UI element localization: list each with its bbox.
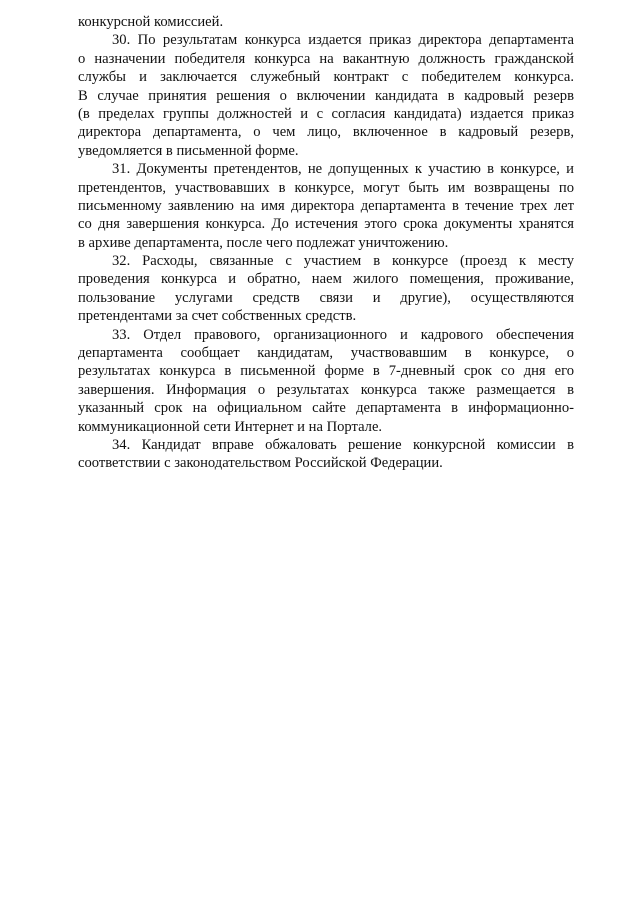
paragraph-p32: [78, 252, 574, 326]
paragraph-p33: [78, 326, 574, 436]
text-line: коммуникационной сети Интернет и на Портале.: [78, 418, 383, 435]
paragraph-p31: [78, 160, 574, 252]
text-line: завершения. Информация о результатах конкурса также размещается в: [78, 381, 574, 398]
text-line: соответствии с законодательством Российской Федерации.: [78, 455, 443, 472]
text-line: В случае принятия решения о включении кандидата в кадровый резерв: [78, 87, 574, 104]
text-line: 30. По результатам конкурса издается приказ директора департамента: [112, 32, 574, 49]
paragraph-p30: [78, 31, 574, 160]
text-line: письменному заявлению на имя директора департамента в течение трех лет: [78, 197, 574, 214]
paragraph-p-continuation: [78, 13, 574, 31]
text-line: (в пределах группы должностей и с согласия кандидата) издается приказ: [78, 105, 574, 122]
text-line: со дня завершения конкурса. До истечения этого срока документы хранятся: [78, 216, 574, 233]
text-line: в архиве департамента, после чего подлежат уничтожению.: [78, 234, 449, 251]
paragraph-p34: [78, 436, 574, 473]
text-line: департамента сообщает кандидатам, участвовавшим в конкурсе, о: [78, 345, 574, 362]
text-line: о назначении победителя конкурса на вакантную должность гражданской: [78, 50, 574, 67]
text-line: претендентов, участвовавших в конкурсе, могут быть им возвращены по: [78, 179, 574, 196]
text-line: 32. Расходы, связанные с участием в конкурсе (проезд к месту: [112, 253, 574, 270]
text-line: пользование услугами средств связи и другие), осуществляются: [78, 289, 574, 306]
text-line: 31. Документы претендентов, не допущенных к участию в конкурсе, и: [112, 161, 574, 178]
text-line: указанный срок на официальном сайте департамента в информационно-: [78, 400, 574, 417]
text-line: 34. Кандидат вправе обжаловать решение конкурсной комиссии в: [112, 436, 574, 453]
text-line: 33. Отдел правового, организационного и кадрового обеспечения: [112, 326, 574, 343]
text-line: службы и заключается служебный контракт с победителем конкурса.: [78, 69, 574, 86]
text-line: результатах конкурса в письменной форме в 7-дневный срок со дня его: [78, 363, 574, 380]
text-line: претендентами за счет собственных средств.: [78, 308, 357, 325]
text-line: конкурсной комиссией.: [78, 14, 224, 30]
text-line: директора департамента, о чем лицо, включенное в кадровый резерв,: [78, 124, 574, 141]
document-body: [78, 13, 574, 473]
text-line: уведомляется в письменной форме.: [78, 142, 299, 159]
text-line: проведения конкурса и обратно, наем жилого помещения, проживание,: [78, 271, 574, 288]
